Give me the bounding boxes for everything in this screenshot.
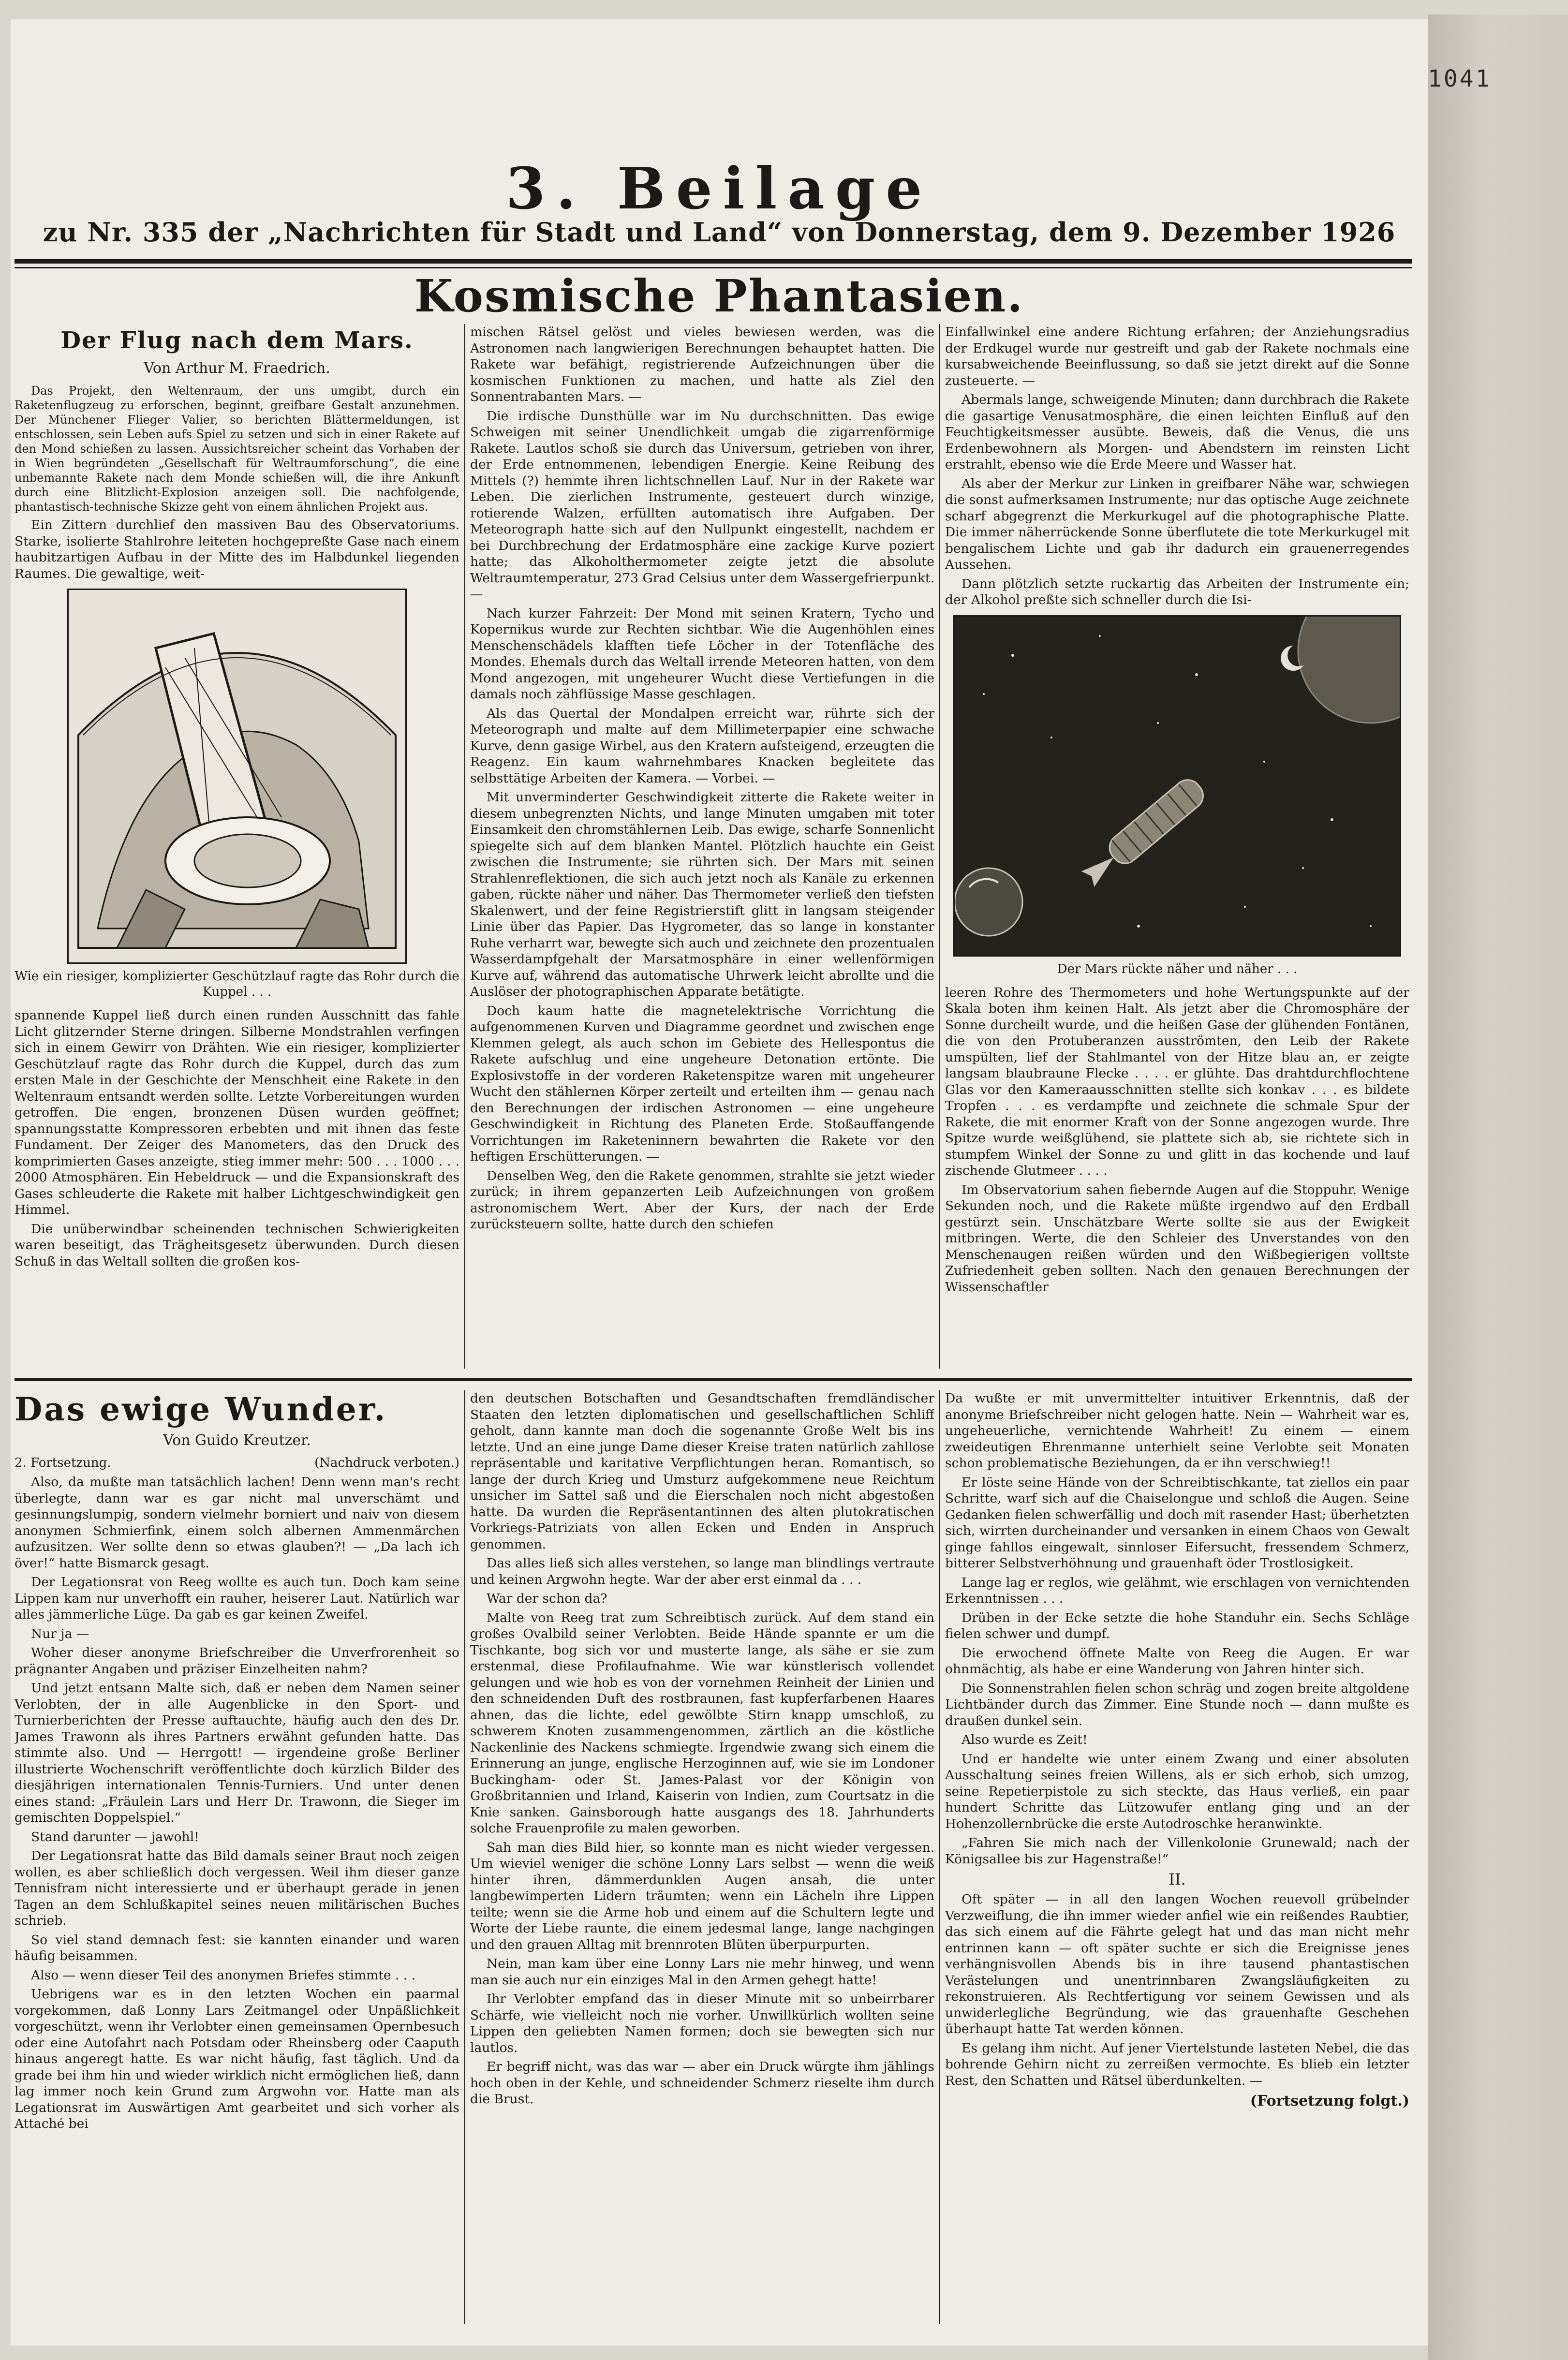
article1-paragraph: Denselben Weg, den die Rakete genommen, strahlte sie jetzt wieder zurück; in ihrem gepanzerten Leib Aufzeichnungen von großem astronomischem Wert. Aber der Kurs, der nach der Erde zurücksteuern sollte, hatte durch den schiefen bbox=[470, 1168, 934, 1232]
article1-paragraph: Ein Zittern durchlief den massiven Bau des Observatoriums. Starke, isolierte Stahlrohre leiteten hochgepreßte Gase nach einem haubitzartigen Aufbau in der Mitte des im Halbdunkel liegenden Raumes. Die gewaltige, weit- bbox=[15, 517, 459, 581]
mars-rocket-illustration bbox=[953, 615, 1401, 957]
article2-paragraph: Malte von Reeg trat zum Schreibtisch zurück. Auf dem stand ein großes Ovalbild seiner Verlobten. Beide Hände spannte er um die Tischkante, bog sich vor und musterte lange, als sähe er sie zum erstenmal, diese Profilaufnahme. Wie war künstlerisch vollendet gelungen und wie hob es von der vornehmen Reinheit der Linien und den schneidenden Duft des rostbraunen, fast kupferfarbenen Haares ahnen, das die lichte, edel gewölbte Stirn knapp umschloß, zu schwerem Knoten zusammengenommen, zärtlich an die köstliche Nackenlinie des Nackens schmiegte. Irgendwie zwang sich einem die Erinnerung an junge, englische Herzoginnen auf, wie sie im Londoner Buckingham- oder St. James-Palast vor der Königin von Großbritannien und Irland, Kaiserin von Indien, zum Courtsatz in die Knie sanken. Gainsborough hatte ausgangs des 18. Jahrhunderts solche Frauenprofile zu malen geworben. bbox=[470, 1610, 934, 1836]
article2-paragraph: War der schon da? bbox=[487, 1591, 607, 1606]
article1-paragraph: Im Observatorium sahen fiebernde Augen auf die Stoppuhr. Wenige Sekunden noch, und die Rakete müßte irgendwo auf den Erdball gestürzt sein. Unschätzbare Werte sollte sie aus der Ewigkeit mitbringen. Werte, die den Schleier des Unverstandes von den Menschenaugen reißen würden und den Wißbegierigen volltste Zufriedenheit geben sollten. Nach den genauen Berechnungen der Wissenschaftler bbox=[945, 1182, 1409, 1295]
supplement-subtitle: zu Nr. 335 der „Nachrichten für Stadt und Land“ von Donnerstag, dem 9. Dezember 1926 bbox=[43, 217, 1396, 248]
article1-column-1 bbox=[15, 324, 459, 1373]
article2-paragraph: Nein, man kam über eine Lonny Lars nie mehr hinweg, und wenn man sie auch nur ein einziges Mal in den Armen gehegt hatte! bbox=[470, 1956, 934, 1988]
article2-paragraph: Nur ja — bbox=[31, 1626, 89, 1641]
article1-paragraph: mischen Rätsel gelöst und vieles bewiesen werden, was die Astronomen nach langwierigen Berechnungen behauptet hatten. Die Rakete war befähigt, registrierende Aufzeichnungen über die kosmischen Funktionen zu machen, und hatte als Ziel den Sonnentrabanten Mars. — bbox=[470, 324, 934, 404]
article2-paragraph: Stand darunter — jawohl! bbox=[31, 1829, 199, 1844]
article2-paragraph: Oft später — in all den langen Wochen reuevoll grübelnder Verzweiflung, die ihn immer wieder anfiel wie ein reißendes Raubtier, das sich einem auf die Fährte gelegt hat und das man nicht mehr entrinnen kann — oft später suchte er sich die Ereignisse jenes verhängnisvollen Abends bis in ihre tausend phantastischen Verästelungen und unentrinnbaren Zwangsläufigkeiten zu rekonstruieren. Als Rechtfertigung vor seinem Gewissen und als unwiderlegliche Begründung, wie das grauenhafte Geschehen überhaupt hatte Tat werden können. bbox=[945, 1892, 1409, 2036]
article2-author: Von Guido Kreutzer. bbox=[163, 1432, 311, 1449]
article1-column-2 bbox=[470, 324, 934, 1373]
column-divider bbox=[464, 324, 465, 1369]
article2-paragraph: Die erwochend öffnete Malte von Reeg die Augen. Er war ohnmächtig, als habe er eine Wanderung von Jahren hinter sich. bbox=[945, 1645, 1409, 1677]
supplement-title: 3. Beilage bbox=[505, 155, 933, 222]
article2-paragraph: Ihr Verlobter empfand das in dieser Minute mit so unbeirrbarer Schärfe, wie vielleicht noch nie vorher. Unwillkürlich wollten seine Lippen den geliebten Namen formen; doch sie bewegten sich nur lautlos. bbox=[470, 1991, 934, 2055]
article1-paragraph: Abermals lange, schweigende Minuten; dann durchbrach die Rakete die gasartige Venusatmosphäre, die einen leichten Einfluß auf den Feuchtigkeitsmesser ausübte. Beweis, daß die Venus, die uns Erdenbewohnern als Morgen- und Abendstern im reinsten Licht erstrahlt, ebenso wie die Erde Meere und Wasser hat. bbox=[945, 392, 1409, 472]
article1-title: Der Flug nach dem Mars. bbox=[60, 327, 414, 354]
section-rule bbox=[15, 1378, 1412, 1381]
article2-column-1 bbox=[15, 1390, 459, 2333]
article2-paragraph: Der Legationsrat hatte das Bild damals seiner Braut noch zeigen wollen, es aber schließlich doch vergessen. Weil ihm dieser ganze Tennisfram nicht interessierte und er überhaupt gerade in jenen Tagen an dem Schlußkapitel seines neuen militärischen Buches schrieb. bbox=[15, 1848, 459, 1928]
article2-column-2 bbox=[470, 1390, 934, 2333]
continued-note: (Fortsetzung folgt.) bbox=[1250, 2093, 1409, 2109]
main-headline: Kosmische Phantasien. bbox=[414, 270, 1024, 322]
article2-paragraph: Woher dieser anonyme Briefschreiber die Unverfrorenheit so prägnanter Angaben und präziser Einzelheiten nahm? bbox=[15, 1645, 459, 1677]
figure2-caption: Der Mars rückte näher und näher . . . bbox=[1057, 961, 1298, 976]
article2-paragraph: Also wurde es Zeit! bbox=[962, 1732, 1088, 1747]
article2-paragraph: Der Legationsrat von Reeg wollte es auch tun. Doch kam seine Lippen kam nur unverhofft ein rauher, heiserer Laut. Natürlich war alles jämmerliche Lüge. Da gab es gar keinen Zweifel. bbox=[15, 1575, 459, 1622]
article2-paragraph: Es gelang ihm nicht. Auf jener Viertelstunde lasteten Nebel, die das bohrende Gehirn nicht zu zerreißen vermochte. Es blieb ein letzter Rest, den Schatten und Rätsel überdunkelten. — bbox=[945, 2040, 1409, 2088]
figure1-caption: Wie ein riesiger, komplizierter Geschützlauf ragte das Rohr durch die Kuppel . . . bbox=[15, 969, 459, 999]
article2-paragraph: Also, da mußte man tatsächlich lachen! Denn wenn man's recht überlegte, dann war es gar nicht mal unverschämt und gesinnungslumpig, sondern vielmehr borniert und naiv von diesem anonymen Schmierfink, einem solch albernen Ammenmärchen aufzusitzen. Wer sollte denn so etwas glauben?! — „Da lach ich över!“ hatte Bismarck gesagt. bbox=[15, 1475, 459, 1571]
article1-column-3 bbox=[945, 324, 1409, 1373]
article2-paragraph: Die Sonnenstrahlen fielen schon schräg und zogen breite altgoldene Lichtbänder durch das Zimmer. Eine Stunde noch — dann mußte es draußen dunkel sein. bbox=[945, 1681, 1409, 1728]
article2-paragraph: Lange lag er reglos, wie gelähmt, wie erschlagen von vernichtenden Erkenntnissen . . . bbox=[945, 1575, 1409, 1606]
newspaper-page bbox=[11, 19, 1492, 2345]
article1-author: Von Arthur M. Fraedrich. bbox=[144, 360, 330, 377]
article2-paragraph: Drüben in der Ecke setzte die hohe Standuhr ein. Sechs Schläge fielen schwer und dumpf. bbox=[945, 1610, 1409, 1641]
article2-column-3 bbox=[945, 1390, 1409, 2333]
column-divider bbox=[939, 324, 940, 1369]
article2-reprint-note: (Nachdruck verboten.) bbox=[314, 1456, 459, 1470]
column-divider bbox=[464, 1390, 465, 2324]
article1-paragraph: Nach kurzer Fahrzeit: Der Mond mit seinen Kratern, Tycho und Kopernikus wurde zur Rechten sichtbar. Wie die Augenhöhlen eines Menschenschädels klafften tiefe Löcher in der Totenfläche des Mondes. Ehemals durch das Weltall irrende Meteoren hatten, von dem Mond angezogen, mit ungeheurer Wucht diese Vertiefungen in die damals noch zähflüssige Masse geschlagen. bbox=[470, 605, 934, 702]
article1-paragraph: Die irdische Dunsthülle war im Nu durchschnitten. Das ewige Schweigen mit seiner Unendlichkeit umgab die zigarrenförmige Rakete. Lautlos schoß sie durch das Universum, getrieben von ihrer, der Erde entnommenen, lebendigen Energie. Keine Reibung des Mittels (?) hemmte ihren lichtschnellen Lauf. Nur in der Rakete war Leben. Die zierlichen Instrumente, gesteuert durch winzige, rotierende Walzen, erfüllten automatisch ihre Aufgaben. Der Meteorograph hatte sich auf den Nullpunkt eingestellt, nachdem er bei Durchbrechung der Erdatmosphäre eine zackige Kurve poziert hatte; das Alkoholthermometer zeigte jetzt die absolute Weltraumtemperatur, 273 Grad Celsius unter dem Wassergefrierpunkt. — bbox=[470, 408, 934, 602]
article2-paragraph: Er begriff nicht, was das war — aber ein Druck würgte ihm jählings hoch oben in der Kehle, und schneidender Schmerz rieselte ihm durch die Brust. bbox=[470, 2059, 934, 2107]
article1-intro: Das Projekt, den Weltenraum, der uns umgibt, durch ein Raketenflugzeug zu erforschen, beginnt, greifbare Gestalt anzunehmen. Der Münchener Flieger Valier, so berichten Blättermeldungen, ist entschlossen, sein Leben aufs Spiel zu setzen und sich in einer Rakete auf den Mond schießen zu lassen. Aussichtsreicher scheint das Vorhaben der in Wien begründeten „Gesellschaft für Weltraumforschung“, die eine unbemannte Rakete nach dem Monde schießen will, die ihre Ankunft durch eine Blitzlicht-Explosion anzeigen soll. Die nachfolgende, phantastisch-technische Skizze geht von einem ähnlichen Projekt aus. bbox=[15, 384, 459, 514]
column-divider bbox=[939, 1390, 940, 2324]
article1-paragraph: leeren Rohre des Thermometers und hohe Wertungspunkte auf der Skala boten ihm keinen Halt. Als jetzt aber die Chromosphäre der Sonne durcheilt wurde, und die heißen Gase der glühenden Fontänen, die von den Protuberanzen ausströmten, den Leib der Rakete umspülten, lief der Stahlmantel von der Hitze blau an, er zeigte langsam blaubraune Flecke . . . . er glühte. Das drahtdurchflochtene Glas vor den Kameraausschnitten stellte sich konkav . . . es bildete Tropfen . . . es verdampfte und zeichnete die schmale Spur der Rakete, die mit enormer Kraft von der Sonne angezogen wurde. Ihre Spitze wurde weißglühend, sie plattete sich ab, sie richtete sich in stumpfem Winkel der Sonne zu und glitt in das kochende und lauf zischende Glutmeer . . . . bbox=[945, 985, 1409, 1178]
article1-paragraph: Als das Quertal der Mondalpen erreicht war, rührte sich der Meteorograph und malte auf dem Millimeterpapier eine schwache Kurve, denn gasige Wirbel, aus den Kratern aufsteigend, erzeugten die Reagenz. Ein kaum wahrnehmbares Knacken begleitete das selbsttätige Arbeiten der Kamera. — Vorbei. — bbox=[470, 706, 934, 786]
article1-paragraph: Als aber der Merkur zur Linken in greifbarer Nähe war, schwiegen die sonst aufmerksamen Instrumente; nur das optische Auge zeichnete scharf abgegrenzt die Merkurkugel auf die photographische Platte. Die immer näherrückende Sonne überflutete die tote Merkurkugel mit bengalischem Lichte und gab ihr dadurch ein grauenerregendes Aussehen. bbox=[945, 476, 1409, 572]
article2-paragraph: Er löste seine Hände von der Schreibtischkante, tat ziellos ein paar Schritte, warf sich auf die Chaiselongue und schloß die Augen. Seine Gedanken fielen schwerfällig und doch mit rasender Hast; überhetzten sich, wirrten durcheinander und versanken in einem Chaos von Gewalt ginge fahllos eingewalt, sinnloser Eifersucht, fressendem Schmerz, bitterer Selbstverhöhnung und grauenhaft öder Trostlosigkeit. bbox=[945, 1475, 1409, 1571]
article2-paragraph: den deutschen Botschaften und Gesandtschaften fremdländischer Staaten den letzten diplomatischen und gesellschaftlichen Schliff geholt, dann kannte man doch die sogenannte Große Welt bis ins letzte. Und an eine junge Dame dieser Kreise traten natürlich zahllose repräsentable und karitative Verpflichtungen heran. Romantisch, so lange der durch Krieg und Umsturz aufgekommene neue Reichtum unsicher im Sattel saß und die Eierschalen noch nicht abgestoßen hatte. Da wurden die Repräsentantinnen des alten plutokratischen Vorkriegs-Patriziats von allen Ecken und Enden in Anspruch genommen. bbox=[470, 1391, 934, 1552]
article1-paragraph: Dann plötzlich setzte ruckartig das Arbeiten der Instrumente ein; der Alkohol preßte sich schneller durch die Isi- bbox=[945, 576, 1409, 607]
article2-paragraph: Also — wenn dieser Teil des anonymen Briefes stimmte . . . bbox=[31, 1967, 416, 1983]
telescope-illustration bbox=[67, 589, 407, 964]
page-number: 1041 bbox=[1428, 65, 1492, 92]
article2-paragraph: Und er handelte wie unter einem Zwang und einer absoluten Ausschaltung seines freien Willens, als er sich erhob, sich umzog, seine Repetierpistole zu sich steckte, das Haus verließ, ein paar hundert Schritte das Lützowufer entlang ging und an der Hohenzollernbrücke die erste Autodroschke heranwinkte. bbox=[945, 1751, 1409, 1831]
article2-paragraph: So viel stand demnach fest: sie kannten einander und waren häufig beisammen. bbox=[15, 1932, 459, 1963]
section-number: II. bbox=[1169, 1870, 1186, 1888]
article1-paragraph: Einfallwinkel eine andere Richtung erfahren; der Anziehungsradius der Erdkugel wurde nur gestreift und gab der Rakete nochmals eine kursabweichende Beeinflussung, so daß sie jetzt direkt auf die Sonne zusteuerte. — bbox=[945, 324, 1409, 388]
article1-paragraph: spannende Kuppel ließ durch einen runden Ausschnitt das fahle Licht glitzernder Sterne dringen. Silberne Mondstrahlen verfingen sich in einem Gewirr von Drähten. Wie ein riesiger, komplizierter Geschützlauf ragte das Rohr durch die Kuppel, durch das zum ersten Male in der Geschichte der Menschheit eine Rakete in den Weltenraum entsandt werden sollte. Letzte Vorbereitungen wurden getroffen. Die engen, bronzenen Düsen wurden geöffnet; spannungsstatte Kompressoren erbebten und mit ihnen das feste Fundament. Der Zeiger des Manometers, das den Druck des komprimierten Gases anzeigte, stieg immer mehr: 500 . . . 1000 . . . 2000 Atmosphären. Ein Hebeldruck — und die Expansionskraft des Gases schleuderte die Rakete mit halber Lichtgeschwindigkeit gen Himmel. bbox=[15, 1008, 459, 1217]
article2-installment: 2. Fortsetzung. bbox=[15, 1456, 111, 1470]
article2-paragraph: Da wußte er mit unvermittelter intuitiver Erkenntnis, daß der anonyme Briefschreiber nicht gelogen hatte. Nein — Wahrheit war es, ungeheuerliche, vernichtende Wahrheit! Zu einem — einem zweideutigen Ehrenmanne unterhielt seine Verlobte seit Monaten schon problematische Beziehungen, da er ihn verschwieg!! bbox=[945, 1391, 1409, 1471]
article2-paragraph: „Fahren Sie mich nach der Villenkolonie Grunewald; nach der Königsallee bis zur Hagenstraße!“ bbox=[945, 1835, 1409, 1867]
article2-title: Das ewige Wunder. bbox=[15, 1390, 387, 1428]
article1-paragraph: Die unüberwindbar scheinenden technischen Schwierigkeiten waren beseitigt, das Trägheitsgesetz überwunden. Durch diesen Schuß in das Weltall sollten die großen kos- bbox=[15, 1221, 459, 1269]
article1-paragraph: Doch kaum hatte die magnetelektrische Vorrichtung die aufgenommenen Kurven und Diagramme geordnet und zwischen enge Klemmen gelegt, als auch schon im Gebiete des Hellespontus die Rakete aufschlug und eine ungeheure Detonation ertönte. Die Explosivstoffe in der vorderen Raketenspitze waren mit ungeheurer Wucht den stählernen Körper zerteilt und erteilten ihm — genau nach den Berechnungen der irdischen Astronomen — eine ungeheure Geschwindigkeit in Richtung des Planeten Erde. Stoßauffangende Vorrichtungen im Raketeninnern bewahrten die Rakete vor den heftigen Erschütterungen. — bbox=[470, 1003, 934, 1164]
article2-paragraph: Und jetzt entsann Malte sich, daß er neben dem Namen seiner Verlobten, der in alle Augenblicke in den Sport- und Turnierberichten der Presse auftauchte, häufig auch den des Dr. James Trawonn als ihres Partners erwähnt gefunden hatte. Das stimmte also. Und — Herrgott! — irgendeine große Berliner illustrierte Wochenschrift veröffentlichte doch kürzlich Bilder des diesjährigen internationalen Tennis-Turniers. Und unter denen eines stand: „Fräulein Lars und Herr Dr. Trawonn, die Sieger im gemischten Doppelspiel.“ bbox=[15, 1681, 459, 1825]
adjacent-page-edge bbox=[1428, 15, 1568, 2360]
article1-paragraph: Mit unverminderter Geschwindigkeit zitterte die Rakete weiter in diesem unbegrenzten Nichts, und lange Minuten umgaben mit toter Einsamkeit den chromstählernen Leib. Das ewige, scharfe Sonnenlicht spiegelte sich auf dem blanken Mantel. Plötzlich hauchte ein Geist zwischen die Instrumente; sie rührten sich. Der Mars mit seinen Strahlenreflektionen, die sich auch jetzt noch als Kanäle zu erkennen gaben, rückte näher und näher. Das Thermometer verließ den tiefsten Skalenwert, und der feine Registrierstift glitt in langsam steigender Linie über das Papier. Das Hygrometer, das so lange in konstanter Ruhe verharrt war, bewegte sich auch und zeichnete den prozentualen Wasserdampfgehalt der Marsatmosphäre in einer wellenförmigen Kurve auf, während das automatische Uhrwerk leicht abrollte und die Auslöser der photographischen Apparate betätigte. bbox=[470, 790, 934, 999]
article2-paragraph: Das alles ließ sich alles verstehen, so lange man blindlings vertraute und keinen Argwohn hegte. War der aber erst einmal da . . . bbox=[470, 1556, 934, 1587]
article2-paragraph: Sah man dies Bild hier, so konnte man es nicht wieder vergessen. Um wieviel weniger die schöne Lonny Lars selbst — wenn die weiß hinter ihren, dämmerdunklen Augen ansah, die unter langbewimperten Lidern träumten; wenn ein Lächeln ihre Lippen teilte; wenn sie die Arme hob und einem auf die Schultern legte und Worte der Liebe raunte, die einem jedesmal lange, lange nachgingen und den grauen Alltag mit brennroten Blüten überpurpurten. bbox=[470, 1840, 934, 1952]
header-rule-thin bbox=[15, 267, 1412, 268]
header-rule bbox=[15, 259, 1412, 264]
article2-paragraph: Uebrigens war es in den letzten Wochen ein paarmal vorgekommen, daß Lonny Lars Zeitmangel oder Unpäßlichkeit vorgeschützt, wenn ihr Verlobter einen gemeinsamen Opernbesuch oder eine Autofahrt nach Potsdam oder Rheinsberg oder Caaputh hinaus angeregt hatte. Es war nicht häufig, fast täglich. Und da grade bei ihm hin und wieder wirklich nicht ermöglichen ließ, dann lag immer noch kein Grund zum Argwohn vor. Hatte man als Legationsrat im Auswärtigen Amt gearbeitet und sich vorher als Attaché bei bbox=[15, 1987, 459, 2131]
